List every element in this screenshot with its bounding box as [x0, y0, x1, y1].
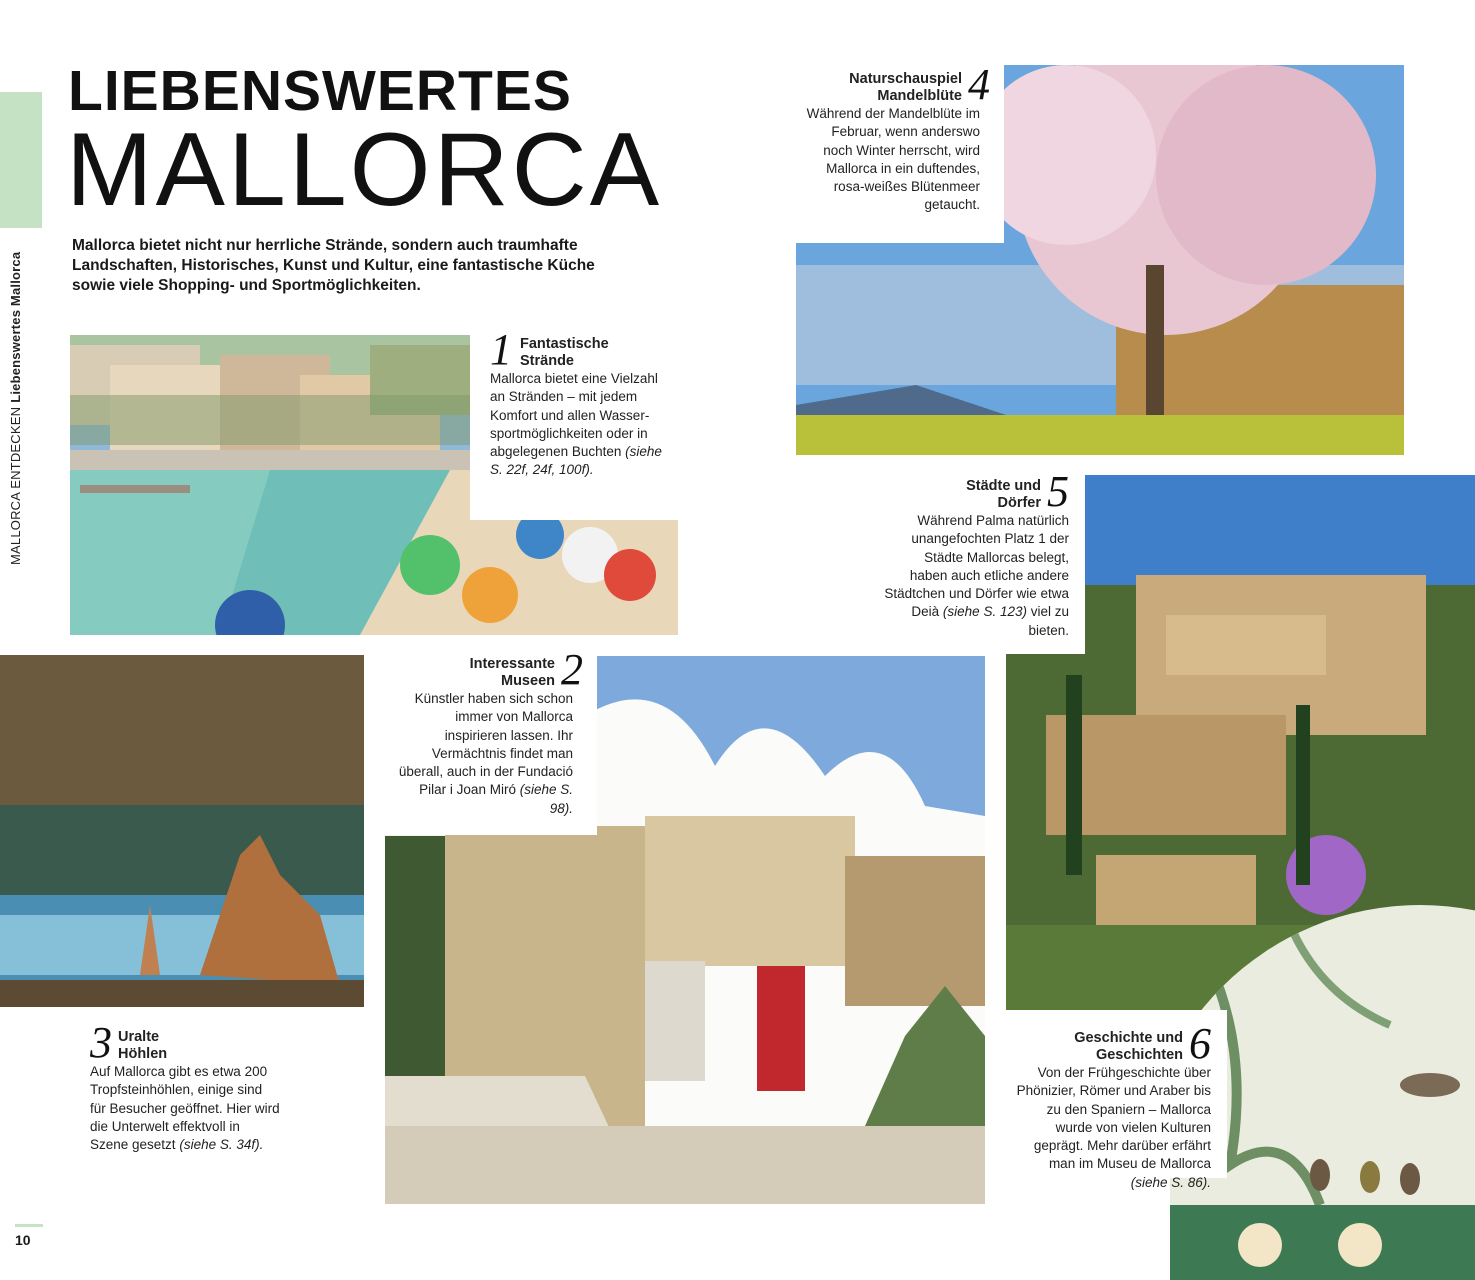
item-1-heading-line1: Fantastische — [520, 336, 609, 352]
item-5-number: 5 — [1047, 467, 1069, 516]
item-5-tail: viel zu bieten. — [1026, 604, 1069, 638]
item-3-ref: (siehe S. 34f). — [179, 1137, 264, 1153]
item-4-body: Während der Mandelblüte im Februar, wenn anderswo noch Winter herrscht, wird Mallorca in ein duftendes, rosa-weißes Blütenmeer getaucht. — [806, 106, 980, 213]
item-3-number: 3 — [90, 1018, 112, 1067]
item-5-body: Während Palma natürlich unangefochten Platz 1 der Städte Mallorcas belegt, haben auch etliche andere Städtchen und Dörfer wie etwa Deià — [884, 513, 1069, 620]
item-6-number: 6 — [1189, 1019, 1211, 1068]
item-2-body: Künstler haben sich schon immer von Mallorca inspirieren lassen. Ihr Vermächtnis findet man überall, auch in der Fundació Pilar i Joan Miró — [398, 691, 573, 798]
sidebar-chapter-label — [8, 252, 23, 565]
page-title-line2: MALLORCA — [66, 112, 663, 228]
item-3-body: Auf Mallorca gibt es etwa 200 Tropfsteinhöhlen, einige sind für Besucher geöffnet. Hier wird die Unterwelt effektvoll in Szene gesetzt — [90, 1064, 280, 1153]
item-4-text — [796, 60, 1004, 243]
item-4-heading-line1: Naturschauspiel — [849, 71, 962, 87]
page-number: 10 — [15, 1232, 31, 1248]
item-5-heading-line2: Dörfer — [997, 495, 1041, 511]
item-1-text — [470, 325, 684, 520]
item-5-heading-line1: Städte und — [966, 478, 1041, 494]
item-2-ref: (siehe S. 98). — [519, 782, 573, 816]
item-2-text — [385, 645, 597, 835]
item-6-body: Von der Frühgeschichte über Phönizier, Römer und Araber bis zu den Spaniern – Mallorca wurde von vielen Kulturen geprägt. Mehr darüber erfährt man im Museu de Mallorca — [1016, 1065, 1211, 1172]
item-1-number: 1 — [490, 325, 512, 374]
sidebar-accent-bar — [0, 92, 42, 228]
item-5-text — [875, 467, 1085, 654]
item-2-number: 2 — [561, 645, 583, 694]
item-6-text — [1005, 1010, 1227, 1190]
item-6-heading-line2: Geschichten — [1095, 1047, 1183, 1063]
cave-photo — [0, 655, 364, 1007]
item-2-heading-line2: Museen — [501, 673, 555, 689]
item-1-body: Mallorca bietet eine Vielzahl an Stränden – mit jedem Komfort und allen Wasser-sportmöglichkeiten oder in abgelegenen Buchten — [490, 371, 658, 460]
item-3-heading-line1: Uralte — [118, 1029, 160, 1045]
page-number-accent — [15, 1224, 43, 1227]
item-4-number: 4 — [968, 60, 990, 109]
intro-text: Mallorca bietet nicht nur herrliche Strände, sondern auch traumhafte Landschaften, Historisches, Kunst und Kultur, eine fantastische Küche sowie viele Shopping- und Sportmöglichkeiten. — [72, 237, 595, 294]
item-5-ref: (siehe S. 123) — [942, 604, 1027, 620]
item-2-heading-line1: Interessante — [469, 656, 555, 672]
sidebar-chapter: Liebenswertes Mallorca — [8, 251, 23, 403]
item-6-ref: (siehe S. 86). — [1130, 1174, 1211, 1190]
sidebar-section: MALLORCA ENTDECKEN — [8, 406, 23, 565]
item-4-heading-line2: Mandelblüte — [877, 88, 962, 104]
item-3-text — [72, 1007, 312, 1177]
item-3-heading-line2: Höhlen — [118, 1046, 168, 1062]
item-1-ref: (siehe S. 22f, 24f, 100f). — [490, 444, 662, 478]
item-1-heading-line2: Strände — [520, 353, 574, 369]
item-6-heading-line1: Geschichte und — [1074, 1030, 1183, 1046]
page-title-line1: LIEBENSWERTES — [68, 59, 572, 123]
